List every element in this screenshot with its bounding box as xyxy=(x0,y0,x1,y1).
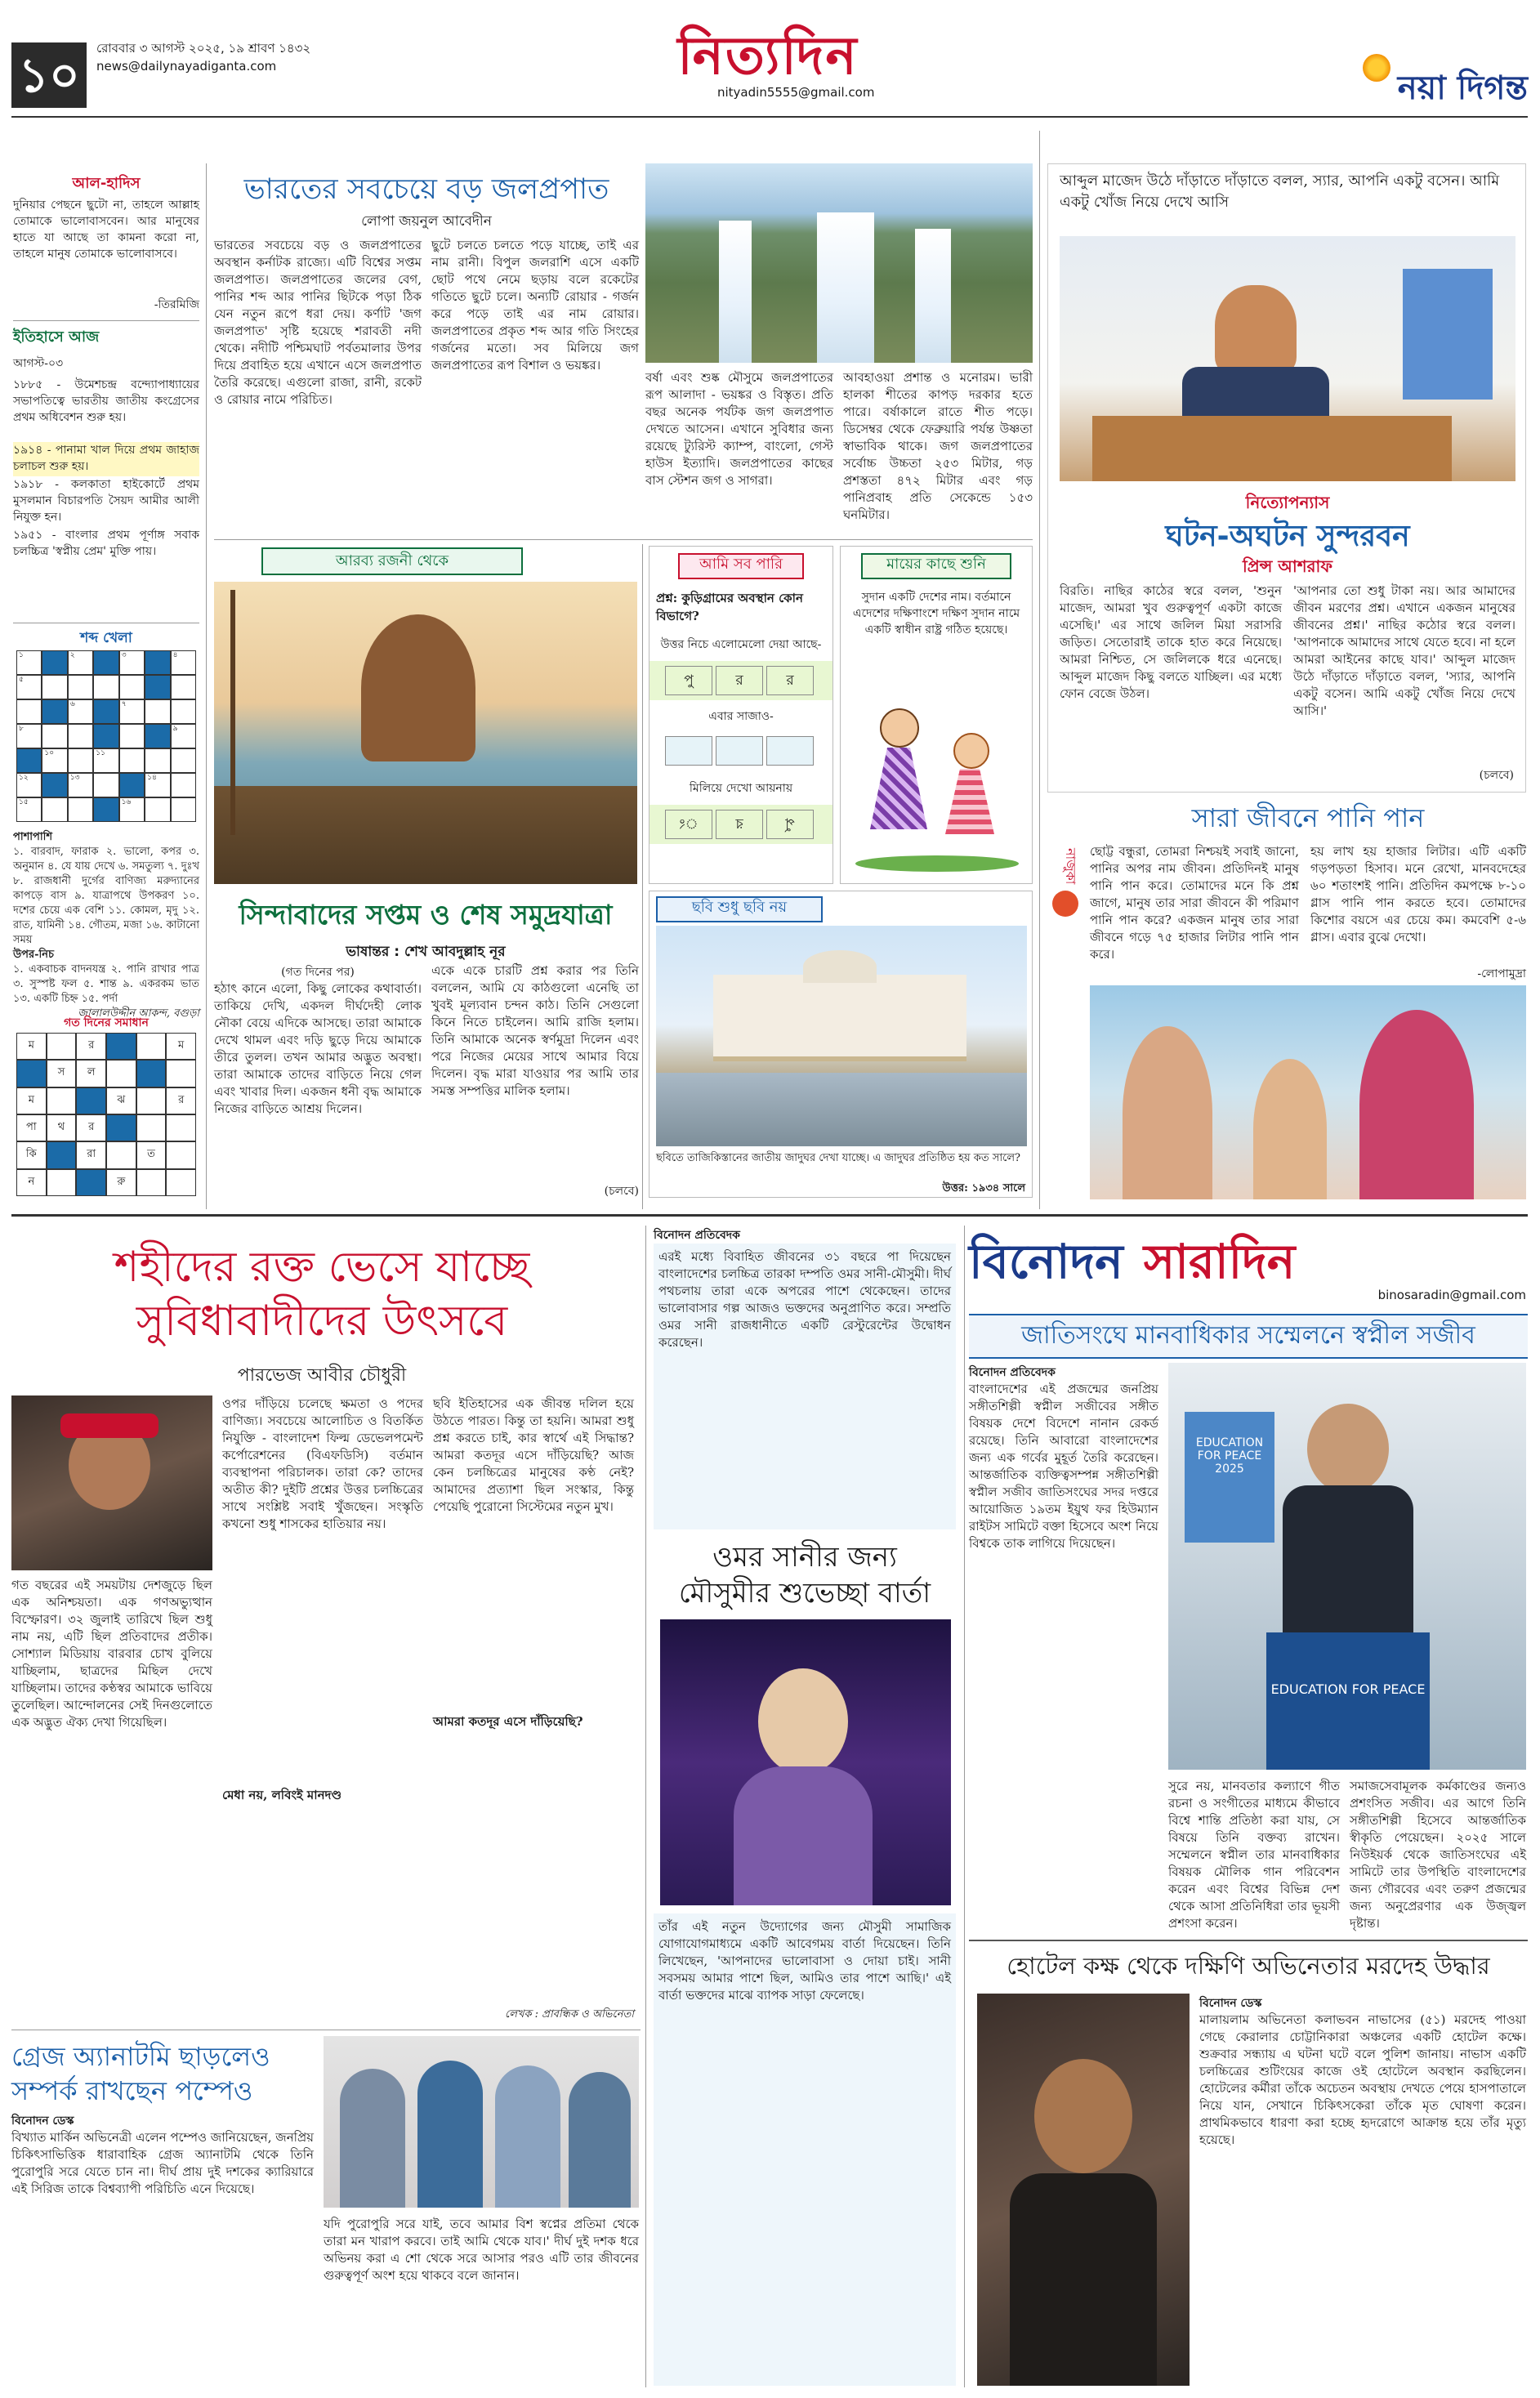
water-label: নাজুকা xyxy=(1063,847,1078,885)
sindbad-col2: একে একে চারটি প্রশ্ন করার পর তিনি বললেন, আমি যে কাঠগুলো এনেছি তা খুবই মূল্যবান চন্দন কাঠ। তিনি সেগুলো কিনে নিতে চাইলেন। আমি রাজি হলাম। তিনি আমাকে অনেক স্বর্ণমুদ্রা দিলেন এবং পরে নিজের মেয়ের সাথে আমার বিয়ে দিলেন। বৃদ্ধ মারা যাওয়ার পর আমি তার সমস্ত সম্পত্তির মালিক হলাম। xyxy=(431,963,639,1098)
novel-col2: 'আপনার তো শুধু টাকা নয়। আর আমাদের জীবন মরণের প্রশ্ন। এখানে একজন মানুষের জীবনের প্রশ্ন।' নাছির কঠোর স্বরে বলল। 'আপনাকে আমাদের সাথে যেতে হবে। না হলে আমরা আইনের কাছে যাব।' আব্দুল মাজেদ উঠে দাঁড়াতে দাঁড়াতে বলল, 'স্যার, আপনি একটু বসেন। আমি একটু খোঁজ নিয়ে দেখে আসি।' xyxy=(1293,583,1515,718)
sajib-col2: সুরে নয়, মানবতার কল্যাণে গীত রচনা ও সংগীতের মাধ্যমে কীভাবে বিশ্বে শান্তি প্রতিষ্ঠা করা যায়, সে বিষয়ে তিনি বক্তব্য রাখেন। সম্মেলনে স্বপ্নীল তার মানবাধিকার বিষয়ক মৌলিক গান পরিবেশন করেন এবং বিশ্বের বিভিন্ন দেশ থেকে আসা প্রতিনিধিরা তার ভূয়সী প্রশংসা করেন। xyxy=(1168,1779,1340,1931)
date-line: রোববার ৩ আগস্ট ২০২৫, ১৯ শ্রাবণ ১৪৩২ xyxy=(96,41,311,56)
omar-col1: এরই মধ্যে বিবাহিত জীবনের ৩১ বছরে পা দিয়েছেন বাংলাদেশের চলচ্চিত্র তারকা দম্পতি ওমর সানী-মৌসুমী। দীর্ঘ পথচলায় তারা একে অপরের পাশে থেকেছেন। তাদের ভালোবাসার গল্প আজও ভক্তদের অনুপ্রাণিত করে। সম্প্রতি ওমর সানী রাজধানীতে একটি রেস্টুরেন্টের উদ্বোধন করেছেন। xyxy=(654,1244,956,1529)
binodon-logo xyxy=(969,1226,1528,1291)
sindbad-illustration xyxy=(214,582,637,884)
picture-box xyxy=(649,891,1033,1198)
binodon-logo-part1: বিনোদন xyxy=(969,1234,1123,1289)
grey-col1: বিখ্যাত মার্কিন অভিনেত্রী এলেন পম্পেও জানিয়েছেন, জনপ্রিয় চিকিৎসাভিত্তিক ধারাবাহিক গ্রেজ অ্যানাটমি থেকে তিনি পুরোপুরি সরে যেতে চান না। দীর্ঘ প্রায় দুই দশকের ক্যারিয়ারে এই সিরিজ তাকে বিশ্বব্যাপী পরিচিতি এনে দিয়েছে। xyxy=(11,2130,314,2196)
waterfall-col4: আবহাওয়া প্রশান্ত ও মনোরম। ভারী হালকা শীতের কাপড় দরকার হতে পারে। বর্ষাকালে রাতে শীত পড়ে। ডিসেম্বর থেকে ফেব্রুয়ারি পর্যন্ত উষ্ণতা স্বাভাবিক থাকে। জগ জলপ্রপাতের সর্বোচ্চ উচ্চতা ২৫৩ মিটার, গড় প্রশস্ততা ৪৭২ মিটার এবং গড় পানিপ্রবাহ প্রতি সেকেন্ডে ১৫৩ ঘনমিটার। xyxy=(843,370,1033,522)
mother-box xyxy=(840,546,1033,884)
section-email[interactable]: nityadin5555@gmail.com xyxy=(717,85,875,100)
down-title: উপর-নিচ xyxy=(13,949,54,961)
novel-label: নিত্যোপন্যাস xyxy=(1245,493,1330,512)
quiz-hint2: এবার সাজাও- xyxy=(708,710,774,723)
main-credit: লেখক : প্রাবন্ধিক ও অভিনেতা xyxy=(504,2008,634,2021)
across-clues: ১. বারবাদ, ফারাক ২. ভালো, কপর ৩. অনুমান ৪. যে যায় দেখে ৬. সমতুল্য ৭. দুঃখ ৮. রাজধানী দুর্গের বাণিজ্য মরুদ্যানের কাপড়ে বাস ৯. যাত্রাপথে উপকরণ ১০. দশের চেয়ে এক বেশি ১১. কোমল, মৃদু ১২. রাত, যামিনী ১৪. গৌতম, মজা ১৬. কাটানো সময় xyxy=(13,846,199,946)
main-title-line2: সুবিধাবাদীদের উৎসবে xyxy=(136,1297,508,1346)
omar-col2: তাঁর এই নতুন উদ্যোগের জন্য মৌসুমী সামাজিক যোগাযোগমাধ্যমে একটি আবেগময় বার্তা দিয়েছেন। তিনি লিখেছেন, 'আপনাদের ভালোবাসা ও দোয়া চাই। সানী সবসময় আমার পাশে ছিল, আমিও তার পাশে আছি।' এই বার্তা ভক্তদের মাঝে ব্যাপক সাড়া ফেলেছে। xyxy=(654,1913,956,2386)
sindbad-prev: (গত দিনের পর) xyxy=(281,966,355,979)
picture-caption: ছবিতে তাজিকিস্তানের জাতীয় জাদুঘর দেখা যাচ্ছে। এ জাদুঘর প্রতিষ্ঠিত হয় কত সালে? xyxy=(656,1152,1020,1164)
mother-tag: মায়ের কাছে শুনি xyxy=(861,553,1011,579)
waterfall-col2: ছুটে চলতে চলতে পড়ে যাচ্ছে, তাই এর নাম রানী। বিপুল জলরাশি এসে একটি ছোট পথে নেমে ছড়ায় বলে রকেটের গতিতে ছুটে চলে। অন্যটি রোয়ার - গর্জন করে পড়ে তাই এর নাম রোয়ার। জলপ্রপাতের প্রকৃত শব্দ আর গতি সিংহের গর্জনের মতো। সব মিলিয়ে জগ জলপ্রপাতের রূপ বিশাল ও ভয়ঙ্কর। xyxy=(431,238,639,373)
history-date: আগস্ট-০৩ xyxy=(13,357,64,370)
main-col1: গত বছরের এই সময়টায় দেশজুড়ে ছিল এক অনিশ্চয়তা। এক গণঅভ্যুত্থান বিস্ফোরণ। ৩২ জুলাই তারিখে ছিল শুধু নাম নয়, এটি ছিল প্রতিবাদের প্রতীক। সোশ্যাল মিডিয়ায় বারবার চোখ বুলিয়ে যাচ্ছিলাম, ছাত্রদের মিছিল দেখে যাচ্ছিলাম। তাদের কণ্ঠস্বর আমাকে ভাবিয়ে তুলেছিল। আন্দোলনের সেই দিনগুলোতে এক অদ্ভুত ঐক্য দেখা গিয়েছিল। xyxy=(11,1578,212,1730)
history-title: ইতিহাসে আজ xyxy=(13,328,100,346)
hotel-actor-photo xyxy=(977,1994,1190,2386)
history-item: ১৯১৮ - কলকাতা হাইকোর্টে প্রথম মুসলমান বিচারপতি সৈয়দ আমীর আলী নিযুক্ত হন। xyxy=(13,478,199,524)
quiz-tag: আমি সব পারি xyxy=(678,553,804,579)
picture-tag: ছবি শুধু ছবি নয় xyxy=(656,896,823,922)
crossword-title: শব্দ খেলা xyxy=(80,630,132,646)
omar-desk: বিনোদন প্রতিবেদক xyxy=(654,1229,740,1242)
omar-photo xyxy=(660,1619,951,1905)
novel-cont: (চলবে) xyxy=(1479,769,1514,782)
hotel-body: মালায়লাম অভিনেতা কলাভবন নাভাসের (৫১) মরদেহ পাওয়া গেছে কেরালার চোট্টানিকারা অঞ্চলের একটি হোটেল কক্ষে। শুক্রবার সন্ধ্যায় এ ঘটনা ঘটে বলে পুলিশ জানায়। নাভাস একটি চলচ্চিত্রের শুটিংয়ের কাজে ওই হোটেলে অবস্থান করছিলেন। হোটেলের কর্মীরা তাঁকে অচেতন অবস্থায় দেখতে পেয়ে হাসপাতালে নিয়ে যান, সেখানে চিকিৎসকেরা তাঁকে মৃত ঘোষণা করেন। প্রাথমিকভাবে ধারণা করা হচ্ছে হৃদরোগে আক্রান্ত হয়ে তাঁর মৃত্যু হয়েছে। xyxy=(1199,2012,1526,2147)
history-item: ১৮৮৫ - উমেশচন্দ্র বন্দ্যোপাধ্যায়ের সভাপতিত্বে ভারতীয় জাতীয় কংগ্রেসের প্রথম অধিবেশন শুরু হয়। xyxy=(13,378,199,424)
water-title: সারা জীবনে পানি পান xyxy=(1191,802,1425,833)
hotel-desk: বিনোদন ডেস্ক xyxy=(1199,1997,1262,2010)
sindbad-col1: হঠাৎ কানে এলো, কিছু লোকের কথাবার্তা। তাকিয়ে দেখি, একদল দীর্ঘদেহী লোক নৌকা বেয়ে এদিকে আসছে। তারা আমাকে দেখে থামল এবং দড়ি ছুড়ে দিয়ে আমাকে তীরে তুলল। তখন আমার অদ্ভুত অবস্থা। তারা আমাকে তাদের বাড়িতে নিয়ে গেল এবং খাবার দিল। একজন ধনী বৃদ্ধ আমাকে নিজের বাড়িতে আশ্রয় দিলেন। xyxy=(214,981,422,1116)
grey-desk: বিনোদন ডেস্ক xyxy=(11,2114,74,2128)
main-col2: ওপর দাঁড়িয়ে চলেছে ক্ষমতা ও পদের বাণিজ্য। সবচেয়ে আলোচিত ও বিতর্কিত নিযুক্তি - বাংলাদেশ ফিল্ম ডেভেলপমেন্ট কর্পোরেশনের (বিএফডিসি) বর্তমান ব্যবস্থাপনা পরিচালক। তারা কে? তাদের অতীত কী? দুইটি প্রশ্নের উত্তর চলচ্চিত্রের সাথে সংশ্লিষ্ট সবাই খুঁজছেন। সংস্কৃতি কখনো শুধু শাসকের হাতিয়ার নয়। xyxy=(222,1396,423,1531)
quiz-question: প্রশ্ন: কুড়িগ্রামের অবস্থান কোন বিভাগে? xyxy=(656,591,803,623)
history-box xyxy=(13,325,199,619)
hotel-title: হোটেল কক্ষ থেকে দক্ষিণি অভিনেতার মরদেহ উদ্ধার xyxy=(1007,1952,1490,1980)
sindbad-title: সিন্দাবাদের সপ্তম ও শেষ সমুদ্রযাত্রা xyxy=(239,899,613,931)
quiz-answer-slots[interactable] xyxy=(649,733,832,772)
sajib-title: জাতিসংঘে মানবাধিকার সম্মেলনে স্বপ্নীল সজীব xyxy=(969,1314,1528,1359)
waterfall-photo xyxy=(645,163,1033,363)
main-col3: ছবি ইতিহাসের এক জীবন্ত দলিল হয়ে উঠতে পারত। কিন্তু তা হয়নি। আমরা শুধু প্রশ্ন করতে চাই, কার স্বার্থে এই সিদ্ধান্ত? আমরা কতদূর এসে দাঁড়িয়েছি? আজ কেন চলচ্চিত্রের মানুষের কণ্ঠ নেই? আমাদের প্রত্যাশা ছিল সংস্কার, কিন্তু পেয়েছি পুরোনো সিস্টেমের নতুন মুখ। xyxy=(433,1396,634,1514)
author-photo xyxy=(11,1395,212,1570)
omar-title-line2: মৌসুমীর শুভেচ্ছা বার্তা xyxy=(678,1577,931,1610)
solution-title: গত দিনের সমাধান xyxy=(64,1016,149,1029)
quiz-mirror: ং র পু xyxy=(649,805,832,844)
main-subhead2: আমরা কতদূর এসে দাঁড়িয়েছি? xyxy=(433,1714,583,1729)
novel-speech: আব্দুল মাজেদ উঠে দাঁড়াতে দাঁড়াতে বলল, স্যার, আপনি একটু বসেন। আমি একটু খোঁজ নিয়ে দেখে আসি xyxy=(1060,172,1500,211)
hadith-title: আল-হাদিস xyxy=(72,175,141,192)
water-label-icon xyxy=(1052,891,1078,917)
quiz-hint1: উত্তর নিচে এলোমেলো দেয়া আছে- xyxy=(660,638,822,651)
waterfall-col1: ভারতের সবচেয়ে বড় ও জলপ্রপাতের অবস্থান কর্নাটক রাজ্যে। এটি বিশ্বের সপ্তম জলপ্রপাত। জলপ্রপাতের জলের বেগ, পানির শব্দ আর পানির ছিটকে পড়া ঠিক যেন নতুন রূপে ধরা দেয়। কর্ণাট 'জগ জলপ্রপাত' সৃষ্টি হয়েছে শরাবতী নদী থেকে। নদীটি পশ্চিমঘাট পর্বতমালার উপর দিয়ে প্রবাহিত হয়ে এখানে এসে জলপ্রপাত তৈরি করেছে। এগুলো রাজা, রানী, রকেট ও রোয়ার নামে পরিচিত। xyxy=(214,238,422,407)
hadith-box xyxy=(13,172,199,315)
mother-text: সুদান একটি দেশের নাম। বর্তমানে এদেশের দক্ষিণাংশে দক্ষিণ সুদান নামে একটি স্বাধীন রাষ্ট্র গঠিত হয়েছে। xyxy=(852,591,1020,636)
history-item: ১৯৫১ - বাংলার প্রথম পূর্ণাঙ্গ সবাক চলচ্চিত্র 'স্বপ্নীয় প্রেম' মুক্তি পায়। xyxy=(13,529,199,558)
grey-title-line1: গ্রেজ অ্যানাটমি ছাড়লেও xyxy=(11,2041,270,2072)
sajib-col1: বাংলাদেশের এই প্রজন্মের জনপ্রিয় সঙ্গীতশিল্পী স্বপ্নীল সজীবের সঙ্গীত বিষয়ক দেশে বিদেশে নানান রেকর্ড রয়েছে। তিনি আবারো বাংলাদেশের জন্য এক গর্বের মুহূর্ত তৈরি করেছেন। আন্তর্জাতিক ব্যক্তিত্বসম্পন্ন সঙ্গীতশিল্পী স্বপ্নীল সজীব জাতিসংঘের সদর দপ্তরে আয়োজিত ১৯তম ইয়ুথ ফর হিউম্যান রাইটস সামিটে বক্তা হিসেবে অংশ নিয়ে বিশ্বকে তাক লাগিয়ে দিয়েছেন। xyxy=(969,1382,1158,1551)
crossword-clues xyxy=(13,830,199,1020)
water-col1: ছোট্ট বন্ধুরা, তোমরা নিশ্চয়ই সবাই জানো, পানির অপর নাম জীবন। প্রতিদিনই মানুষ পানি পান করে। তোমাদের মনে কি প্রশ্ন জাগে, মানুষ তার সারা জীবনে কী পরিমাণ পানি পান করে? একজন মানুষ তার সারা জীবনে গড়ে ৭৫ হাজার লিটার পানি পান করে। xyxy=(1090,844,1299,962)
sajib-col3: সমাজসেবামূলক কর্মকাণ্ডের জন্যও প্রশংসিত সজীব। এর আগে তিনি সঙ্গীতশিল্পী হিসেবে আন্তর্জাতিক স্বীকৃতি পেয়েছেন। ২০২৫ সালে নিউইয়র্ক থেকে জাতিসংঘের এই সামিটে তার উপস্থিতি বাংলাদেশের জন্য গৌরবের এবং তরুণ প্রজন্মের জন্য অনুপ্রেরণার এক উজ্জ্বল দৃষ্টান্ত। xyxy=(1350,1779,1526,1931)
grey-cast-photo xyxy=(324,2036,639,2208)
history-item: ১৯১৪ - পানামা খাল দিয়ে প্রথম জাহাজ চলাচল শুরু হয়। xyxy=(13,442,199,476)
girls-illustration xyxy=(855,700,1019,872)
page-number: ১০ xyxy=(11,42,87,108)
novel-title: ঘটন-অঘটন সুন্দরবন xyxy=(1165,520,1410,553)
waterfall-title: ভারতের সবচেয়ে বড় জলপ্রপাত xyxy=(243,173,609,206)
hadith-body: দুনিয়ার পেছনে ছুটো না, তাহলে আল্লাহ তোমাকে ভালোবাসবেন। আর মানুষের হাতে যা আছে তা কামনা করো না, তাহলে মানুষ তোমাকে ভালোবাসবে। xyxy=(13,199,199,261)
quiz-hint3: মিলিয়ে দেখো আয়নায় xyxy=(689,782,793,795)
binodon-email[interactable]: binosaradin@gmail.com xyxy=(1377,1288,1526,1302)
waterfall-col3: বর্ষা এবং শুষ্ক মৌসুমে জলপ্রপাতের রূপ আলাদা - ভয়ঙ্কর ও বিস্তৃত। প্রতি বছর অনেক পর্যটক জগ জলপ্রপাত দেখতে আসেন। এখানে সুবিধার জন্য রয়েছে ট্যুরিস্ট ক্যাম্প, বাংলো, গেস্ট হাউস ইত্যাদি। জলপ্রপাতের কাছের বাস স্টেশন জগ ও সাগরা। xyxy=(645,370,833,488)
water-photo xyxy=(1090,985,1526,1199)
museum-photo xyxy=(656,926,1027,1146)
novel-col1: বিরতি। নাছির কাঠের স্বরে বলল, 'শুনুন মাজেদ, আমরা খুব গুরুত্বপূর্ণ একটা কাজে এসেছি।' এর সাথে জলিল মিয়া সরাসরি জড়িত। সেতোরাই তাকে হাত করে নিয়েছে। আমরা নিশ্চিত, সে জলিলকে ধরে এনেছে। আব্দুল মাজেদ কিছু বলতে যাচ্ছিল। এর মধ্যে ফোন বেজে উঠল। xyxy=(1060,583,1282,701)
summit-banner-top: EDUCATION FOR PEACE 2025 xyxy=(1185,1412,1274,1543)
across-title: পাশাপাশি xyxy=(13,831,53,843)
water-credit: -লোপামুদ্রা xyxy=(1477,967,1526,980)
crossword-grid[interactable]: ১ ২ ৩ ৪ ৫ ৬ ৭ ৮ ৯ ১০ ১১ ১২ ১৩ ১৪ ১৫ ১৬ xyxy=(16,650,196,822)
binodon-logo-part2: সারাদিন xyxy=(1143,1234,1296,1289)
summit-banner-bottom: EDUCATION FOR PEACE xyxy=(1266,1632,1430,1770)
crossword-credit: জালালউদ্দীন আকন্দ, বগুড়া xyxy=(78,1007,199,1020)
paper-logo: নয়া দিগন্ত xyxy=(1397,69,1528,107)
omar-title-line1: ওমর সানীর জন্য xyxy=(712,1541,897,1574)
solution-grid: ম র ম স ল ম ঝ র পা থ র কি রা ত ন রু xyxy=(16,1033,196,1196)
hadith-source: -তিরমিজি xyxy=(154,298,199,311)
picture-answer: উত্তর: ১৯৩৪ সালে xyxy=(942,1182,1025,1195)
quiz-jumbled: পু র র xyxy=(649,661,832,700)
website-link[interactable]: news@dailynayadiganta.com xyxy=(96,59,277,74)
grey-col2: যদি পুরোপুরি সরে যাই, তবে আমার বিশ স্বপ্নের প্রতিমা থেকে তারা মন খারাপ করবে। তাই আমি থেকে যাব।' দীর্ঘ দুই দশক ধরে অভিনয় করা এ শো থেকে সরে আসার পরও এটি তার জীবনের গুরুত্বপূর্ণ অংশ হয়ে থাকবে বলে জানান। xyxy=(324,2217,639,2283)
sindbad-cont: (চলবে) xyxy=(604,1185,639,1198)
grey-title-line2: সম্পর্ক রাখছেন পম্পেও xyxy=(11,2075,253,2106)
novel-author: প্রিন্স আশরাফ xyxy=(1243,556,1332,576)
main-byline: পারভেজ আবীর চৌধুরী xyxy=(237,1365,407,1386)
main-title-line1: শহীদের রক্ত ভেসে যাচ্ছে xyxy=(114,1243,530,1292)
novel-illustration xyxy=(1060,236,1515,481)
quiz-box xyxy=(649,546,833,884)
water-col2: হয় লাখ হয় হাজার লিটার। এটি একটি গড়পড়তা হিসাব। মনে রেখো, মানবদেহের ৬০ শতাংশই পানি। প্রতিদিন কমপক্ষে ৮-১০ গ্লাস পানি পান করতে হবে। তোমাদের কিশোর বয়সে এর চেয়ে কম। কমবেশি ৫-৬ গ্লাস। এবার বুঝে দেখো। xyxy=(1310,844,1526,944)
sindbad-byline: ভাষান্তর : শেখ আবদুল্লাহ নূর xyxy=(346,944,506,960)
section-logo: নিত্যদিন xyxy=(677,26,859,87)
sajib-desk: বিনোদন প্রতিবেদক xyxy=(969,1366,1056,1379)
waterfall-byline: লোপা জয়নুল আবেদীন xyxy=(361,213,492,230)
down-clues: ১. একবাচক বাদনযন্ত্র ২. পানি রাখার পাত্র ৩. সুস্পষ্ট ফল ৫. শান্ত ৯. একরকম ভাত ১৩. একটি চিহ্ন ১৫. পর্দা xyxy=(13,963,199,1005)
novel-box xyxy=(1047,163,1526,793)
sindbad-tag: আরব্য রজনী থেকে xyxy=(261,547,523,575)
sajib-photo xyxy=(1168,1363,1526,1770)
main-subhead1: মেধা নয়, লবিংই মানদণ্ড xyxy=(222,1788,342,1802)
